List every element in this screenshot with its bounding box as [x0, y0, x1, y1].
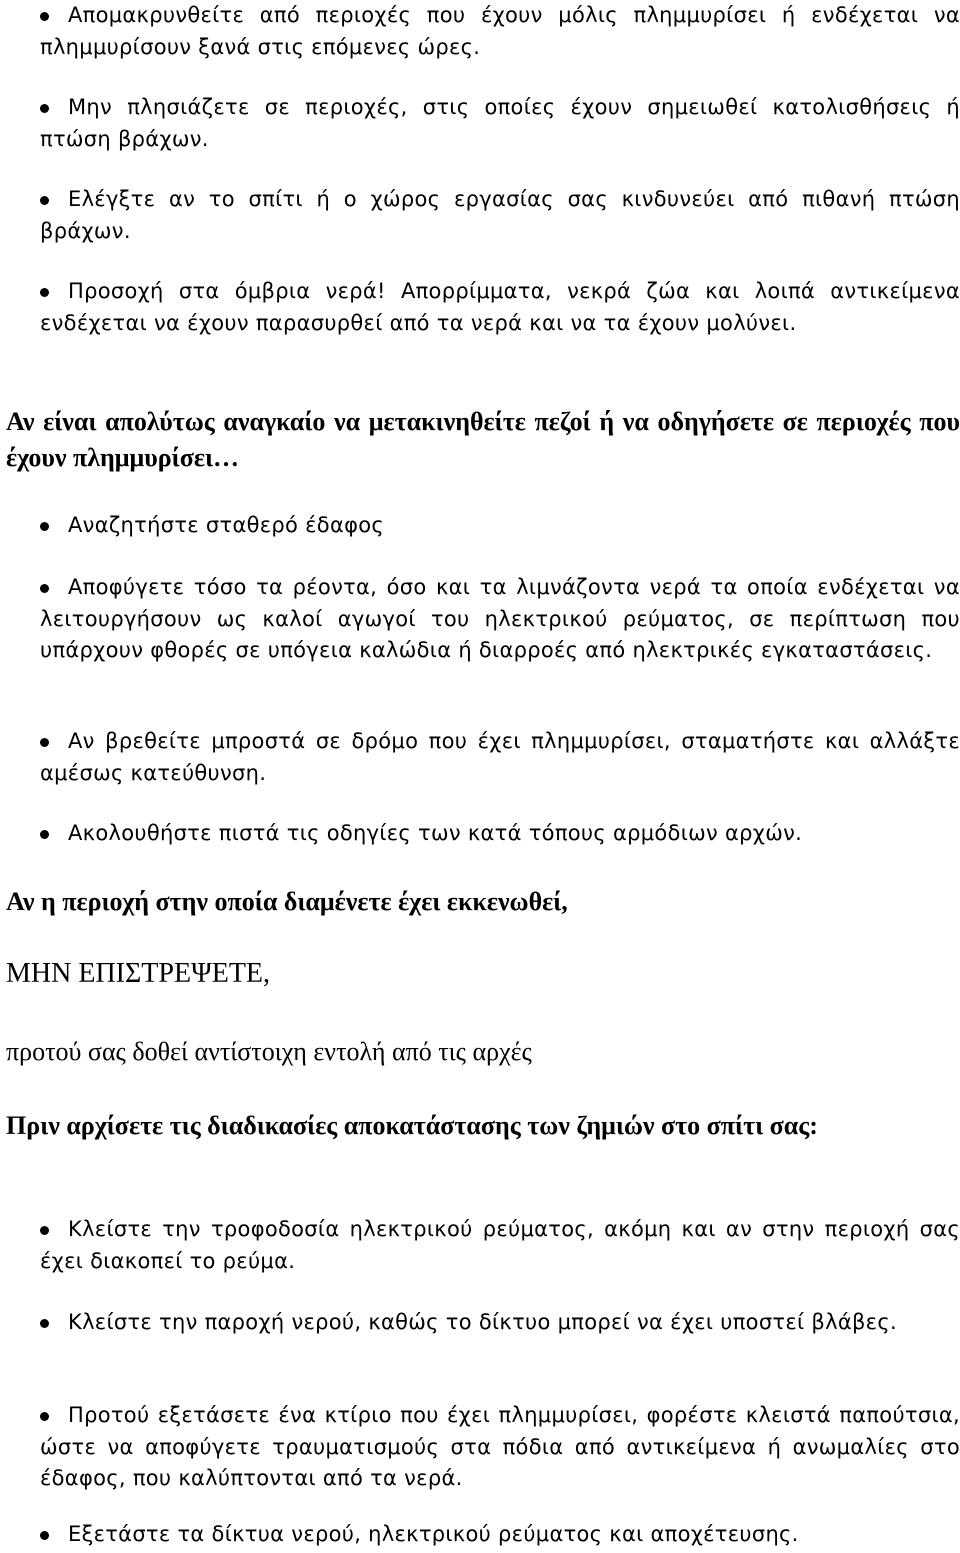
- bullet-icon: [40, 738, 49, 747]
- list-item-text: Προτού εξετάσετε ένα κτίριο που έχει πλημμυρίσει, φορέστε κλειστά παπούτσια, ώστε να αποφύγετε τραυματισμούς στα πόδια από αντικείμενα ή ανωμαλίες στο έδαφος, που καλύπτονται από τα νερά.: [40, 1403, 960, 1490]
- bullet-icon: [40, 584, 49, 593]
- list-item: [40, 726, 960, 789]
- list-item: [40, 1307, 960, 1339]
- list-item: [40, 92, 960, 155]
- list-item: [40, 1400, 960, 1495]
- list-item-text: Αναζητήστε σταθερό έδαφος: [68, 513, 385, 537]
- list-item: [40, 510, 960, 542]
- list-item-text: Απομακρυνθείτε από περιοχές που έχουν μόλις πλημμυρίσει ή ενδέχεται να πλημμυρίσουν ξανά στις επόμενες ώρες.: [40, 3, 960, 59]
- bullet-icon: [40, 1412, 49, 1421]
- list-item-text: Ελέγξτε αν το σπίτι ή ο χώρος εργασίας σας κινδυνεύει από πιθανή πτώση βράχων.: [40, 187, 960, 243]
- bullet-icon: [40, 104, 49, 113]
- section-heading: Αν είναι απολύτως αναγκαίο να μετακινηθείτε πεζοί ή να οδηγήσετε σε περιοχές που έχουν πλημμυρίσει…: [6, 407, 960, 472]
- list-item: [40, 0, 960, 63]
- bullet-icon: [40, 196, 49, 205]
- bullet-icon: [40, 830, 49, 839]
- bullet-icon: [40, 288, 49, 297]
- list-item: [40, 184, 960, 247]
- list-item-text: Αποφύγετε τόσο τα ρέοντα, όσο και τα λιμνάζοντα νερά τα οποία ενδέχεται να λειτουργήσουν ως καλοί αγωγοί του ηλεκτρικού ρεύματος, σε περίπτωση που υπάρχουν φθορές σε υπόγεια καλώδια ή διαρροές από ηλεκτρικές εγκαταστάσεις.: [40, 575, 960, 662]
- list-item: [40, 1214, 960, 1277]
- warning-text: ΜΗΝ ΕΠΙΣΤΡΕΨΕΤΕ,: [6, 958, 271, 989]
- list-item: [40, 818, 960, 850]
- list-item-text: Προσοχή στα όμβρια νερά! Απορρίμματα, νεκρά ζώα και λοιπά αντικείμενα ενδέχεται να έχουν παρασυρθεί από τα νερά και να τα έχουν μολύνει.: [40, 279, 960, 335]
- list-item-text: Ακολουθήστε πιστά τις οδηγίες των κατά τόπους αρμόδιων αρχών.: [68, 821, 803, 845]
- bullet-icon: [40, 12, 49, 21]
- list-item: [40, 1519, 960, 1551]
- list-item-text: Αν βρεθείτε μπροστά σε δρόμο που έχει πλημμυρίσει, σταματήστε και αλλάξτε αμέσως κατεύθυνση.: [40, 729, 960, 785]
- list-item-text: Κλείστε την παροχή νερού, καθώς το δίκτυο μπορεί να έχει υποστεί βλάβες.: [68, 1310, 897, 1334]
- list-item-text: Μην πλησιάζετε σε περιοχές, στις οποίες έχουν σημειωθεί κατολισθήσεις ή πτώση βράχων.: [40, 95, 960, 151]
- list-item-text: Κλείστε την τροφοδοσία ηλεκτρικού ρεύματος, ακόμη και αν στην περιοχή σας έχει διακοπεί το ρεύμα.: [40, 1217, 960, 1273]
- list-item: [40, 276, 960, 339]
- bullet-icon: [40, 522, 49, 531]
- bullet-icon: [40, 1319, 49, 1328]
- evacuation-heading: Αν η περιοχή στην οποία διαμένετε έχει εκκενωθεί,: [6, 887, 568, 916]
- list-item-text: Εξετάστε τα δίκτυα νερού, ηλεκτρικού ρεύματος και αποχέτευσης.: [68, 1522, 799, 1546]
- section-heading: Πριν αρχίσετε τις διαδικασίες αποκατάστασης των ζημιών στο σπίτι σας:: [6, 1111, 818, 1140]
- note-text: προτού σας δοθεί αντίστοιχη εντολή από τις αρχές: [6, 1037, 532, 1066]
- bullet-icon: [40, 1226, 49, 1235]
- bullet-icon: [40, 1531, 49, 1540]
- list-item: [40, 572, 960, 667]
